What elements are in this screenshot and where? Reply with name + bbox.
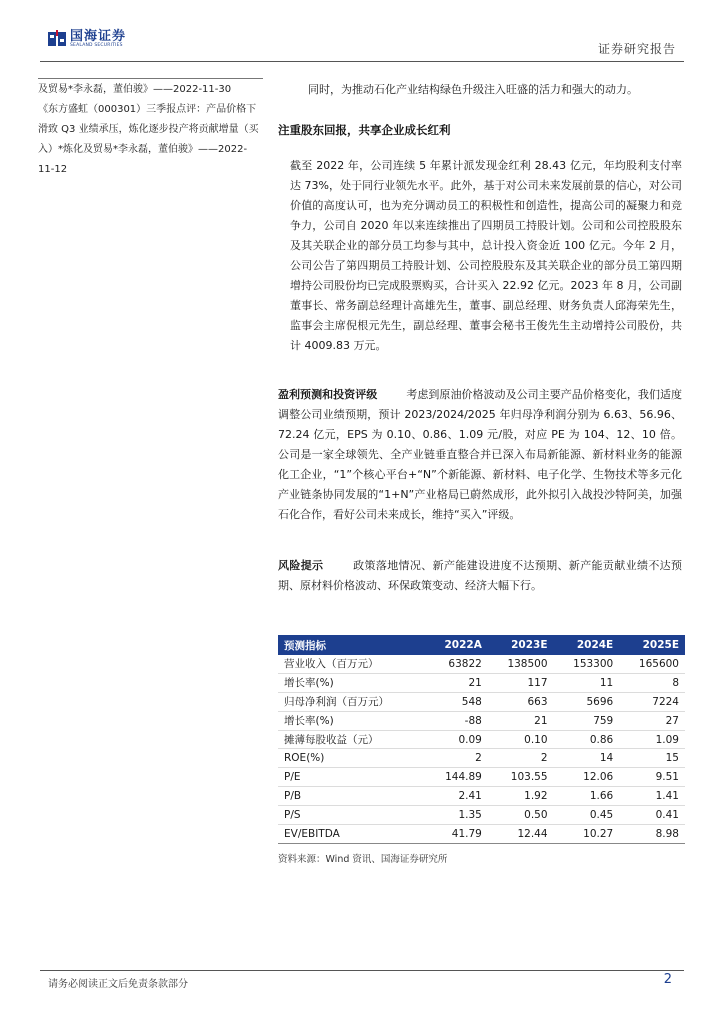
table-cell: 增长率(%) — [278, 673, 426, 692]
table-cell: 138500 — [488, 655, 554, 673]
related-reports-sidebar — [38, 80, 263, 180]
table-cell: 1.09 — [619, 730, 685, 749]
table-cell: 165600 — [619, 655, 685, 673]
table-row — [278, 711, 685, 730]
table-cell: P/E — [278, 768, 426, 787]
logo-english-name: SEALAND SECURITIES — [70, 43, 123, 48]
forecast-paragraph: 考虑到原油价格波动及公司主要产品价格变化，我们适度调整公司业绩预期，预计 2023/2024/2025 年归母净利润分别为 6.63、56.96、72.24 亿元，EPS 为 0.10、0.86、1.09 元/股，对应 PE 为 104、12、10 倍。公司是一家全球领先、全产业链垂直整合并已深入布局新能源、新材料业务的能源化工企业，“1”个核心平台+“N”个新能源、新材料、电子化学、生物技术等多元化产业链条协同发展的“1+N”产业格局已蔚然成形，此外拟引入战投沙特阿美，加强石化合作，看好公司未来成长，维持“买入”评级。 — [278, 388, 683, 521]
table-cell: 8.98 — [619, 825, 685, 844]
footer-divider — [40, 970, 684, 971]
table-cell: P/S — [278, 806, 426, 825]
related-report-line: 及贸易*李永磊，董伯骏》——2022-11-30 — [38, 84, 232, 95]
table-cell: 12.44 — [488, 825, 554, 844]
table-cell: 663 — [488, 692, 554, 711]
table-row — [278, 692, 685, 711]
table-cell: 8 — [619, 673, 685, 692]
forecast-heading: 盈利预测和投资评级 — [278, 388, 378, 401]
logo-name: 国海证券 — [70, 29, 127, 44]
table-cell: 27 — [619, 711, 685, 730]
table-cell: 21 — [426, 673, 488, 692]
footer-disclaimer: 请务必阅读正文后免责条款部分 — [48, 979, 188, 990]
table-row — [278, 787, 685, 806]
risk-heading: 风险提示 — [278, 559, 324, 572]
table-cell: 103.55 — [488, 768, 554, 787]
page-number: 2 — [663, 972, 672, 987]
table-cell: 5696 — [554, 692, 620, 711]
page-header — [0, 0, 724, 62]
risk-paragraph: 政策落地情况、新产能建设进度不达预期、新产能贡献业绩不达预期、原材料价格波动、环保政策变动、经济大幅下行。 — [278, 559, 683, 592]
related-report-line: 入）*炼化及贸易*李永磊，董伯骏》——2022-11-12 — [38, 144, 248, 175]
table-cell: 117 — [488, 673, 554, 692]
table-cell: -88 — [426, 711, 488, 730]
table-row — [278, 825, 685, 844]
table-cell: EV/EBITDA — [278, 825, 426, 844]
table-row — [278, 749, 685, 768]
table-row — [278, 806, 685, 825]
table-cell: 2.41 — [426, 787, 488, 806]
related-report-line: 《东方盛虹（000301）三季报点评：产品价格下 — [38, 104, 257, 115]
header-divider — [40, 61, 684, 62]
table-header-cell: 2022A — [426, 635, 488, 655]
intro-paragraph: 同时，为推动石化产业结构绿色升级注入旺盛的活力和强大的动力。 — [308, 83, 638, 96]
table-cell: 41.79 — [426, 825, 488, 844]
sidebar-divider — [38, 78, 263, 79]
table-cell: 0.45 — [554, 806, 620, 825]
table-cell: 1.35 — [426, 806, 488, 825]
table-cell: 153300 — [554, 655, 620, 673]
table-header-cell: 2024E — [554, 635, 620, 655]
risk-section — [278, 556, 682, 596]
table-cell: 增长率(%) — [278, 711, 426, 730]
table-header-cell: 2023E — [488, 635, 554, 655]
table-row — [278, 655, 685, 673]
table-cell: 63822 — [426, 655, 488, 673]
table-cell: 2 — [426, 749, 488, 768]
table-cell: 1.41 — [619, 787, 685, 806]
table-cell: 0.41 — [619, 806, 685, 825]
section-heading-buyback: 注重股东回报，共享企业成长红利 — [278, 123, 451, 137]
table-cell: 0.86 — [554, 730, 620, 749]
table-cell: 21 — [488, 711, 554, 730]
table-cell: 2 — [488, 749, 554, 768]
table-header-cell: 预测指标 — [278, 635, 426, 655]
logo-mark-icon — [48, 30, 66, 48]
table-cell: 11 — [554, 673, 620, 692]
company-logo — [48, 30, 126, 49]
table-cell: 10.27 — [554, 825, 620, 844]
table-cell: 7224 — [619, 692, 685, 711]
table-header-cell: 2025E — [619, 635, 685, 655]
table-row — [278, 768, 685, 787]
table-cell: 759 — [554, 711, 620, 730]
table-cell: 0.50 — [488, 806, 554, 825]
report-type-label: 证券研究报告 — [597, 42, 676, 56]
table-cell: 548 — [426, 692, 488, 711]
table-cell: P/B — [278, 787, 426, 806]
table-cell: 摊薄每股收益（元） — [278, 730, 426, 749]
table-cell: 14 — [554, 749, 620, 768]
table-row — [278, 730, 685, 749]
table-cell: 1.92 — [488, 787, 554, 806]
table-cell: 0.09 — [426, 730, 488, 749]
table-cell: 营业收入（百万元） — [278, 655, 426, 673]
table-cell: 15 — [619, 749, 685, 768]
related-report-line: 滑致 Q3 业绩承压，炼化逐步投产将贡献增量（买 — [38, 124, 259, 135]
table-cell: 12.06 — [554, 768, 620, 787]
table-cell: 9.51 — [619, 768, 685, 787]
forecast-section — [278, 385, 682, 525]
forecast-table — [278, 635, 685, 844]
table-header-row — [278, 635, 685, 655]
table-cell: 1.66 — [554, 787, 620, 806]
table-source-note: 资料来源：Wind 资讯、国海证券研究所 — [278, 854, 448, 865]
table-row — [278, 673, 685, 692]
table-cell: 归母净利润（百万元） — [278, 692, 426, 711]
buyback-paragraph: 截至 2022 年，公司连续 5 年累计派发现金红利 28.43 亿元，年均股利支付率达 73%，处于同行业领先水平。此外，基于对公司未来发展前景的信心，对公司价值的高度认可，也为充分调动员工的积极性和创造性，提高公司的凝聚力和竞争力，公司自 2020 年以来连续推出了四期员工持股计划。公司和公司控股股东及其关联企业的部分员工均参与其中，总计投入资金近 100 亿元。今年 2 月，公司公告了第四期员工持股计划、公司控股股东及其关联企业的部分员工第四期增持公司股份均已完成股票购买，合计买入 22.92 亿元。2023 年 8 月，公司副董事长、常务副总经理计高雄先生，董事、副总经理、财务负责人邱海荣先生，监事会主席倪根元先生，副总经理、董事会秘书王俊先生主动增持公司股份，共计 4009.83 万元。 — [290, 159, 682, 352]
table-cell: ROE(%) — [278, 749, 426, 768]
table-cell: 144.89 — [426, 768, 488, 787]
table-cell: 0.10 — [488, 730, 554, 749]
